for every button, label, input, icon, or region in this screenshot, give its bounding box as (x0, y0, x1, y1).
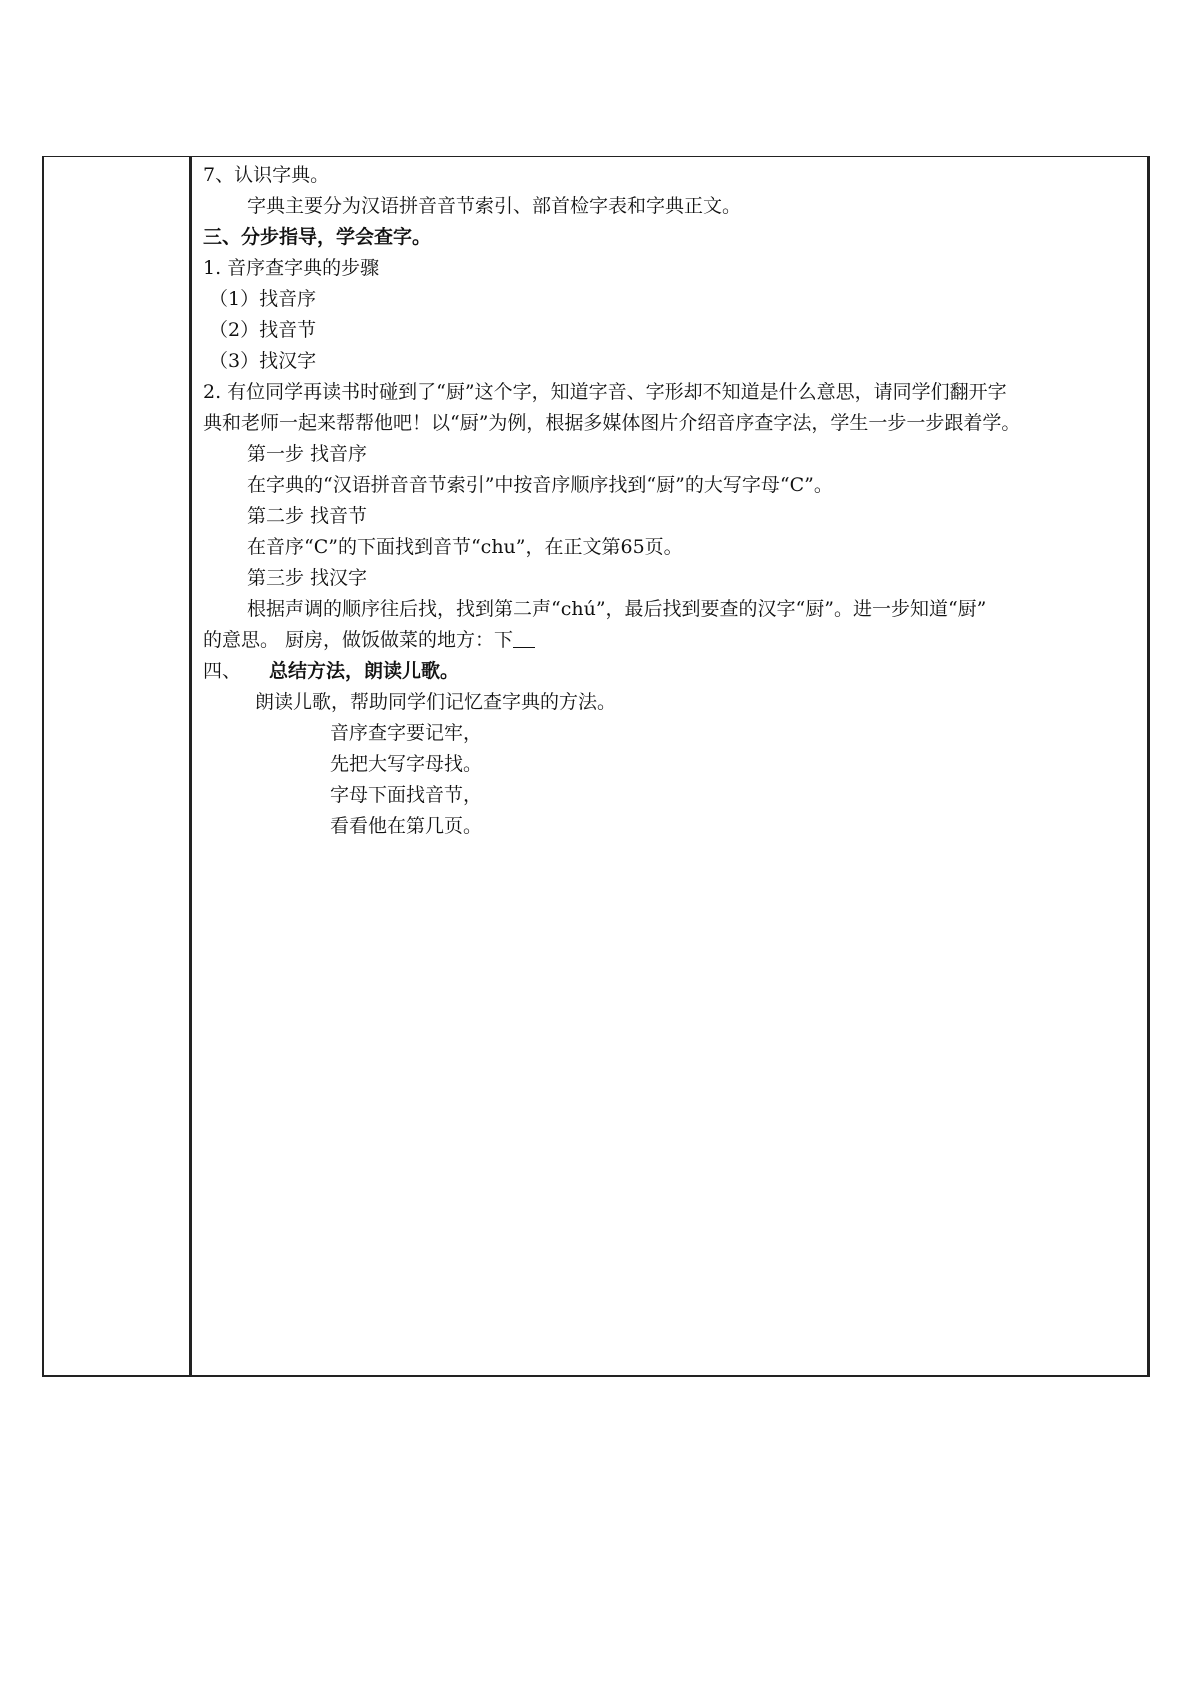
poem-line-3: 字母下面找音节， (330, 784, 483, 806)
section-number: 四、 (203, 660, 242, 682)
step-3-text-line-2 (203, 625, 1138, 656)
poem-line-2: 先把大写字母找。 (330, 753, 483, 775)
meaning-text: 的意思。 厨房，做饭做菜的地方：下 (203, 629, 514, 651)
step-3-title: 第三步 找汉字 (247, 567, 368, 589)
paragraph-dictionary-parts: 字典主要分为汉语拼音音节索引、部首检字表和字典正文。 (247, 195, 742, 217)
list-item-step-3: （3）找汉字 (209, 350, 317, 372)
list-item-step-1: （1）找音序 (209, 288, 317, 310)
poem-line-1: 音序查字要记牢， (330, 722, 483, 744)
step-2-text: 在音序“C”的下面找到音节“chu”，在正文第65页。 (247, 536, 683, 558)
table-left-column (42, 157, 192, 1375)
paragraph-example-line-1: 2. 有位同学再读书时碰到了“厨”这个字，知道字音、字形却不知道是什么意思，请同学们翻开字 (203, 381, 1007, 403)
paragraph-example-line-2: 典和老师一起来帮帮他吧！以“厨”为例，根据多媒体图片介绍音序查字法，学生一步一步跟着学。 (203, 412, 1021, 434)
section-item-7: 7、认识字典。 (203, 164, 330, 186)
lesson-content (203, 160, 1138, 842)
list-heading-steps: 1. 音序查字典的步骤 (203, 257, 380, 279)
section-heading-4 (203, 656, 1138, 687)
paragraph-read-poem: 朗读儿歌，帮助同学们记忆查字典的方法。 (255, 691, 617, 713)
list-item-step-2: （2）找音节 (209, 319, 317, 341)
section-title: 总结方法，朗读儿歌。 (269, 660, 460, 682)
step-2-title: 第二步 找音节 (247, 505, 368, 527)
step-1-text: 在字典的“汉语拼音音节索引”中按音序顺序找到“厨”的大写字母“C”。 (247, 474, 833, 496)
poem-line-4: 看看他在第几页。 (330, 815, 483, 837)
step-1-title: 第一步 找音序 (247, 443, 368, 465)
section-heading-3: 三、分步指导，学会查字。 (203, 226, 432, 248)
fill-blank-mark (513, 629, 535, 648)
step-3-text-line-1: 根据声调的顺序往后找，找到第二声“chú”，最后找到要查的汉字“厨”。进一步知道“厨” (247, 598, 987, 620)
